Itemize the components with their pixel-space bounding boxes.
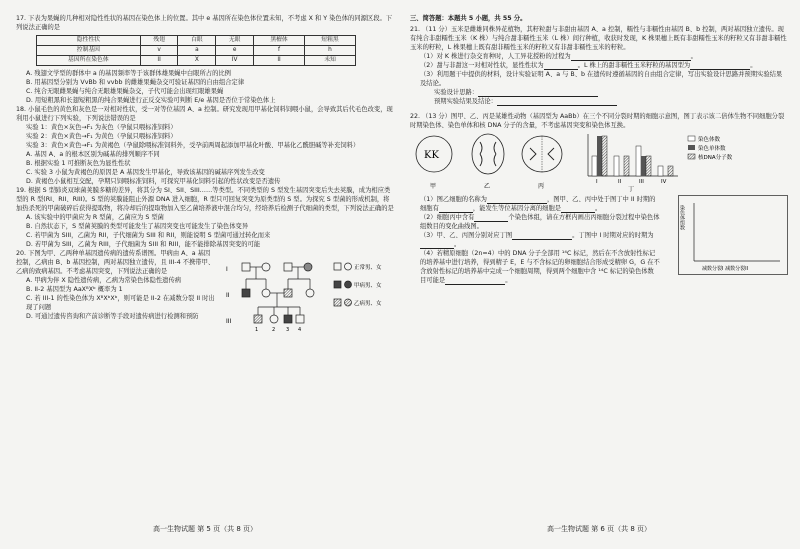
q17-option-b: B. 用基因型分别为 VvBb 和 vvbb 的雌雄果蝇杂交可验证基因的自由组合定律 [26,79,245,86]
bar-label-1: I [596,179,598,185]
q22-sub3: （3）甲、乙、丙图分别对应丁图 。丁图中 I 时期对应的时期为。 [420,232,654,248]
legend-chromatid: 染色单体数 [698,146,726,152]
gene-table [36,35,356,66]
bar-group-4 [658,166,673,176]
q22-subs [410,195,788,285]
q21-stem: 21. （11 分）玉米是雌雄同株异花植物，其籽粒甜与非甜由基因 A、a 控制，糯性与非糯性由基因 B、b 控制，两对基因独立遗传。现有纯合非甜糯性玉米（K 株）与纯合甜非糯性玉米（L 株）间行种植，收获时发现，K 株果穗上既有非甜糯性玉米的籽粒又有非甜非糯性玉米的籽粒，L 株果穗上既有甜非糯性玉米的籽粒又有非甜非糯性玉米的籽粒。 [410,26,787,51]
table-cell: 短粗黑 [305,36,356,46]
q17-option-a: A. 残翅文学型的群体中 a 的基因频率等于该群体雄果蝇中白眼所占的比例 [26,70,231,77]
svg-text:4: 4 [298,327,302,333]
table-cell: 基因所在染色体 [37,56,141,66]
bar-label-2: II [618,179,622,185]
pedigree-male [296,315,304,323]
graph-x-label: 减数分裂I 减数分裂II [702,266,749,272]
bar-label-4: IV [661,179,667,185]
table-cell: 隐性性状 [37,36,141,46]
table-cell: f [254,46,305,56]
cell-figures [410,130,788,192]
section-title: 三、简答题：本题共 5 小题，共 55 分。 [410,15,527,22]
bar-label-3: III [639,179,644,185]
pedigree-chart [224,257,394,337]
q21-expect: 预期实验结果及结论： [434,97,788,106]
legend-disease-b: 乙病男、女 [354,301,382,307]
gen-label-2: II [226,292,230,299]
q19-stem: 19. 根据 S 型肺炎双球菌荚膜多糖的差异，将其分为 SI、SII、SIII……等类型。不同类型的 S 型发生基因突变后失去荚膜，成为相应类型的 R 型(RI、RII、RIII)。S 型的荚膜能阻止外源 DNA 进入细胞，R 型只可回复突变为原类型的 S 型。为探究 S 型菌的形成机制，将加热杀死的甲菌破碎后获得提取物，将冷却后的提取物加入至乙菌培养液中混合均匀，经培养后检测子代细菌的类型，下列说法正确的是 [16,187,394,212]
q21-sub3: （3）利用题干中提供的材料，设计实验证明 A、a 与 B、b 在遗传时遵循基因的自由组合定律，写出实验设计思路并预期实验结果及结论。 [420,71,783,87]
q17-stem: 17. 下表为果蝇的几种相对隐性性状的基因在染色体上的位置。其中 e 基因所在染色体位置未知，不考虑 X 和 Y 染色体的同源区段。下列说法正确的是 [16,15,393,31]
legend-disease-a: 甲病男、女 [354,283,382,289]
q19-option-b: B. 自然状态下，S 型菌荚膜的类型可能发生了基因突变也可能发生了染色体变异 [26,223,249,230]
q20-option-a: A. 甲病为伴 X 隐性遗传病，乙病为常染色体隐性遗传病 [26,277,182,284]
q20-option-d: D. 可通过遗传咨询和产前诊断等手段对遗传病进行检测和预防 [26,313,199,320]
q18-option-a: A. 基因 A、a 的根本区别为碱基的排列顺序不同 [26,151,160,158]
answer-graph-box [678,195,788,275]
pedigree-male-affected [254,315,262,323]
svg-text:3: 3 [286,327,290,333]
q22-stem: 22. （13 分）图甲、乙、丙是某雄性动物（基因型为 AaBb）在三个不同分裂时期的细胞示意图，图丁表示该二倍体生物不同细胞分裂时期染色体、染色单体和核 DNA 分子的含量，不考虑基因突变和染色体互换。 [410,113,785,129]
q18-exp2: 实验 2：黄色×黄色→F₁ 为黄色（孕鼠只喂标准饲料） [26,133,177,140]
q18-stem: 18. 小鼠毛色的黄色和灰色是一对相对性状，受一对等位基因 A、a 控制。研究发现用甲基化饲料饲喂小鼠，会导致其后代毛色改变，现利用小鼠进行下列实验，下列说法错误的是 [16,106,393,122]
bar-group-1 [592,136,607,176]
page-6 [410,14,788,534]
svg-text:2: 2 [272,327,276,333]
pedigree-female [306,289,314,297]
q17-option-d: D. 用短粗黑和长翅短粗黑的纯合果蝇进行正反交实验可判断 E/e 基因是否位于常染色体上 [26,97,276,104]
table-cell: IV [216,56,254,66]
q19-option-d: D. 若甲菌为 SIII，乙菌为 RIII，子代细菌为 SIII 和 RIII，能不能排除基因突变的可能 [26,241,261,248]
cell-yi [472,134,504,174]
page-6-footer: 高一生物试题 第 6 页（共 8 页） [546,525,652,533]
graph-y-label: 染色体组数 [679,205,685,230]
q18-option-c: C. 实验 3 小鼠为黄褐色的原因是 A 基因发生甲基化，导致该基因的碱基序列发生改变 [26,169,265,176]
legend-normal: 正常男、女 [354,265,382,271]
q19-option-a: A. 该实验中的甲菌应为 R 型菌，乙菌应为 S 型菌 [26,214,164,221]
table-cell: e [216,46,254,56]
table-cell: II [140,56,178,66]
table-cell: 控制基因 [37,46,141,56]
bar-group-3 [636,146,651,176]
q18-exp1: 实验 1：黄色×灰色→F₁ 为灰色（孕鼠只喂标准饲料） [26,124,177,131]
pedigree-male-affected [284,289,292,297]
table-cell: h [305,46,356,56]
page-5-footer: 高一生物试题 第 5 页（共 8 页） [152,525,258,533]
pedigree-male [284,263,292,271]
pedigree-female [262,263,270,271]
svg-text:KK: KK [424,150,439,161]
q22-sub1: （1）图乙细胞的名称为 ，图甲、乙、丙中处于图丁中 II 时期的细胞有 ，能发生等位基因分离的细胞是 。 [420,196,656,212]
gen-label-3: III [226,318,232,325]
legend-dna: 核DNA分子数 [698,155,733,161]
q21-sub1: （1）对 K 株进行杂交育种时，人工异花授粉的过程为 。 [420,53,697,60]
table-cell: v [140,46,178,56]
page-5 [16,14,394,534]
q20-option-b: B. II-2 基因型为 AaXᴮXᵇ 概率为 1 [26,286,123,293]
label-bing: 丙 [538,183,545,190]
table-cell: 黑檀体 [254,36,305,46]
gen-label-1: I [226,266,228,273]
pedigree-male [242,263,250,271]
label-ding: 丁 [628,186,635,192]
q21-sub2: （2）甜与非甜这一对相对性状，显性性状为 。L 株上的甜非糯性玉米籽粒的基因型为 。 [420,62,757,69]
q18-option-b: B. 根据实验 1 可推断灰色为显性性状 [26,160,131,167]
svg-text:1: 1 [255,327,259,333]
pedigree-female [270,315,278,323]
table-cell: X [178,56,216,66]
table-cell: 无眼 [216,36,254,46]
q20-option-c: C. 若 III-1 的性染色体为 XᴮXᵇXᵇ，则可能是 II-2 在减数分裂 II 时出现了问题 [26,295,215,311]
table-cell: 未知 [305,56,356,66]
q18-exp3: 实验 3：黄色×黄色→F₁ 为黄褐色（孕鼠除喂标准饲料外，受孕前两周起添加甲基化叶酸、甲基化乙酰胆碱等补充饲料） [26,142,360,149]
q22-sub2: （2）细胞丙中含有 个染色体组，请在方框内画出丙细胞分裂过程中染色体组数目的变化曲线图。 [420,214,660,230]
pedigree-female [262,289,270,297]
label-jia: 甲 [430,183,437,190]
label-yi: 乙 [484,183,491,190]
table-cell: 残翅 [140,36,178,46]
table-cell: a [178,46,216,56]
pedigree-male-affected [284,315,292,323]
table-cell: 白眼 [178,36,216,46]
pedigree-female-affected [304,263,312,271]
q18-option-d: D. 黄褐色小鼠相互交配，孕期只饲喂标准饲料，可探究甲基化饲料引起的性状改变是否遗传 [26,178,281,185]
q20-block [16,249,394,333]
bar-group-2 [614,156,629,176]
q17-option-c: C. 纯合无眼雌果蝇与纯合无眼雄果蝇杂交，子代可能会出现红眼雄果蝇 [26,88,224,95]
legend-chromosome: 染色体数 [698,137,721,143]
q22-sub4: （4）若精原细胞（2n=4）中的 DNA 分子全部用 ¹⁴C 标记，然后在不含放射性标记的培养基中进行培养，得到精子 E，E 与不含标记的卵细胞结合形成受精卵 G，G 在不含放射性标记的培养基中完成一个细胞周期，得到两个细胞中含 ¹⁴C 标记的染色体数目可能是 。 [420,250,660,284]
pedigree-male-affected [242,289,250,297]
q19-option-c: C. 若甲菌为 SIII，乙菌为 RII，子代细菌为 SIII 和 RII，则能说明 S 型菌可通过转化而来 [26,232,271,239]
q20-stem: 20. 下图为甲、乙两种单基因遗传病的遗传系谱图。甲病由 A、a 基因控制，乙病由 B、b 基因控制，两对基因独立遗传，且 III-4 不携带甲、乙病的致病基因。不考虑基因突变，下列说法正确的是 [16,250,215,275]
table-cell: II [254,56,305,66]
q21-design: 实验设计思路： [434,88,788,97]
